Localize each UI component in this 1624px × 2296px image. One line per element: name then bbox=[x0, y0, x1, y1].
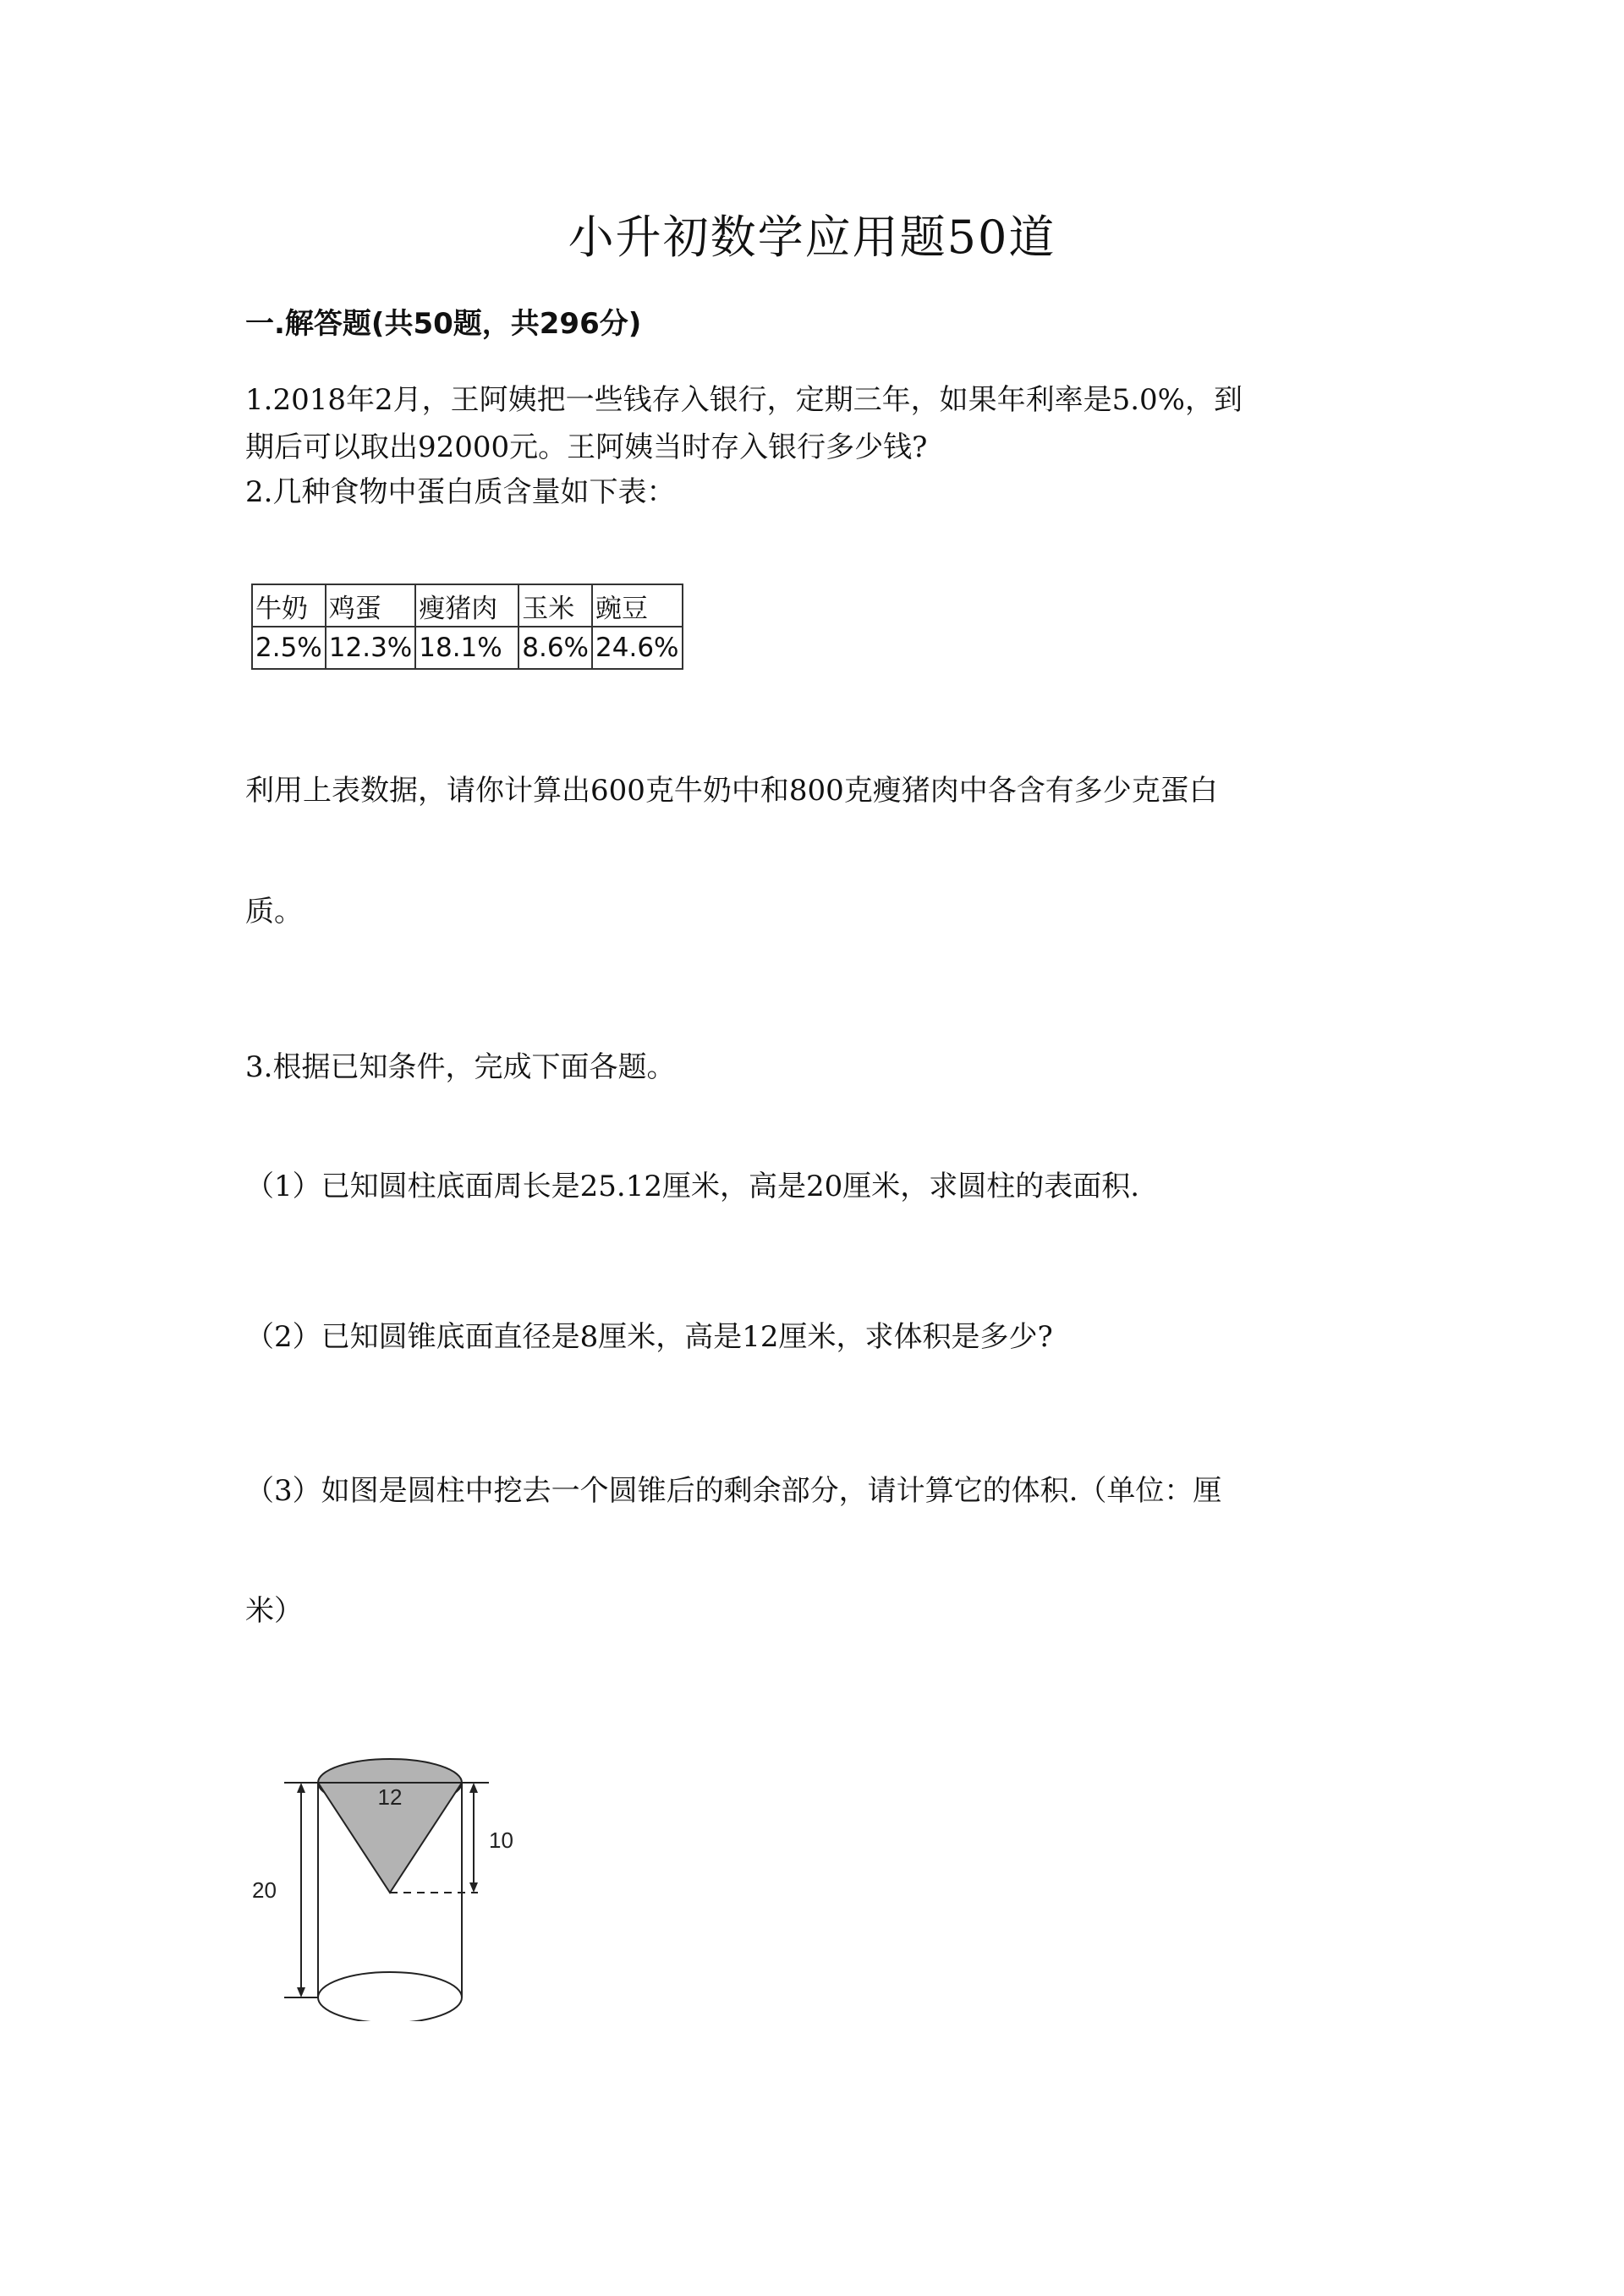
protein-table bbox=[251, 584, 683, 670]
question-1-line-1: 1.2018年2月，王阿姨把一些钱存入银行，定期三年，如果年利率是5.0%，到 bbox=[245, 383, 1243, 417]
arrow-up-icon bbox=[469, 1783, 478, 1793]
table-header-cell: 瘦猪肉 bbox=[415, 584, 518, 627]
table-cell: 24.6% bbox=[592, 627, 682, 669]
table-cell: 18.1% bbox=[415, 627, 518, 669]
table-cell: 8.6% bbox=[518, 627, 592, 669]
question-2-text-line-1: 利用上表数据，请你计算出600克牛奶中和800克瘦猪肉中各含有多少克蛋白 bbox=[245, 774, 1218, 808]
cylinder-cone-figure bbox=[237, 1734, 541, 2021]
table-row bbox=[252, 627, 683, 669]
question-3-sub-2: （2）已知圆锥底面直径是8厘米，高是12厘米，求体积是多少? bbox=[245, 1320, 1053, 1354]
cylinder-bottom-ellipse bbox=[318, 1972, 462, 2021]
question-1-line-2: 期后可以取出92000元。王阿姨当时存入银行多少钱? bbox=[245, 430, 928, 464]
question-3-intro: 3.根据已知条件，完成下面各题。 bbox=[245, 1050, 676, 1084]
question-3-sub-3-line-1: （3）如图是圆柱中挖去一个圆锥后的剩余部分，请计算它的体积.（单位：厘 bbox=[245, 1474, 1222, 1508]
question-3-sub-3-line-2: 米） bbox=[245, 1594, 303, 1628]
table-header-cell: 玉米 bbox=[518, 584, 592, 627]
table-header-cell: 牛奶 bbox=[252, 584, 326, 627]
table-cell: 12.3% bbox=[326, 627, 415, 669]
section-header: 一.解答题(共50题，共296分) bbox=[245, 307, 642, 341]
table-cell: 2.5% bbox=[252, 627, 326, 669]
cylinder-height-label: 20 bbox=[252, 1877, 277, 1903]
arrow-down-icon bbox=[469, 1882, 478, 1893]
cone-height-label: 10 bbox=[489, 1827, 513, 1853]
table-header-row bbox=[252, 584, 683, 627]
table-header-cell: 豌豆 bbox=[592, 584, 682, 627]
diameter-label: 12 bbox=[377, 1784, 403, 1810]
page-title: 小升初数学应用题50道 bbox=[568, 211, 1056, 264]
arrow-up-icon bbox=[297, 1783, 305, 1793]
question-2-text-line-2: 质。 bbox=[245, 895, 303, 929]
table-header-cell: 鸡蛋 bbox=[326, 584, 415, 627]
arrow-down-icon bbox=[297, 1987, 305, 1997]
question-2-intro: 2.几种食物中蛋白质含量如下表： bbox=[245, 475, 676, 509]
question-3-sub-1: （1）已知圆柱底面周长是25.12厘米，高是20厘米，求圆柱的表面积. bbox=[245, 1170, 1140, 1203]
